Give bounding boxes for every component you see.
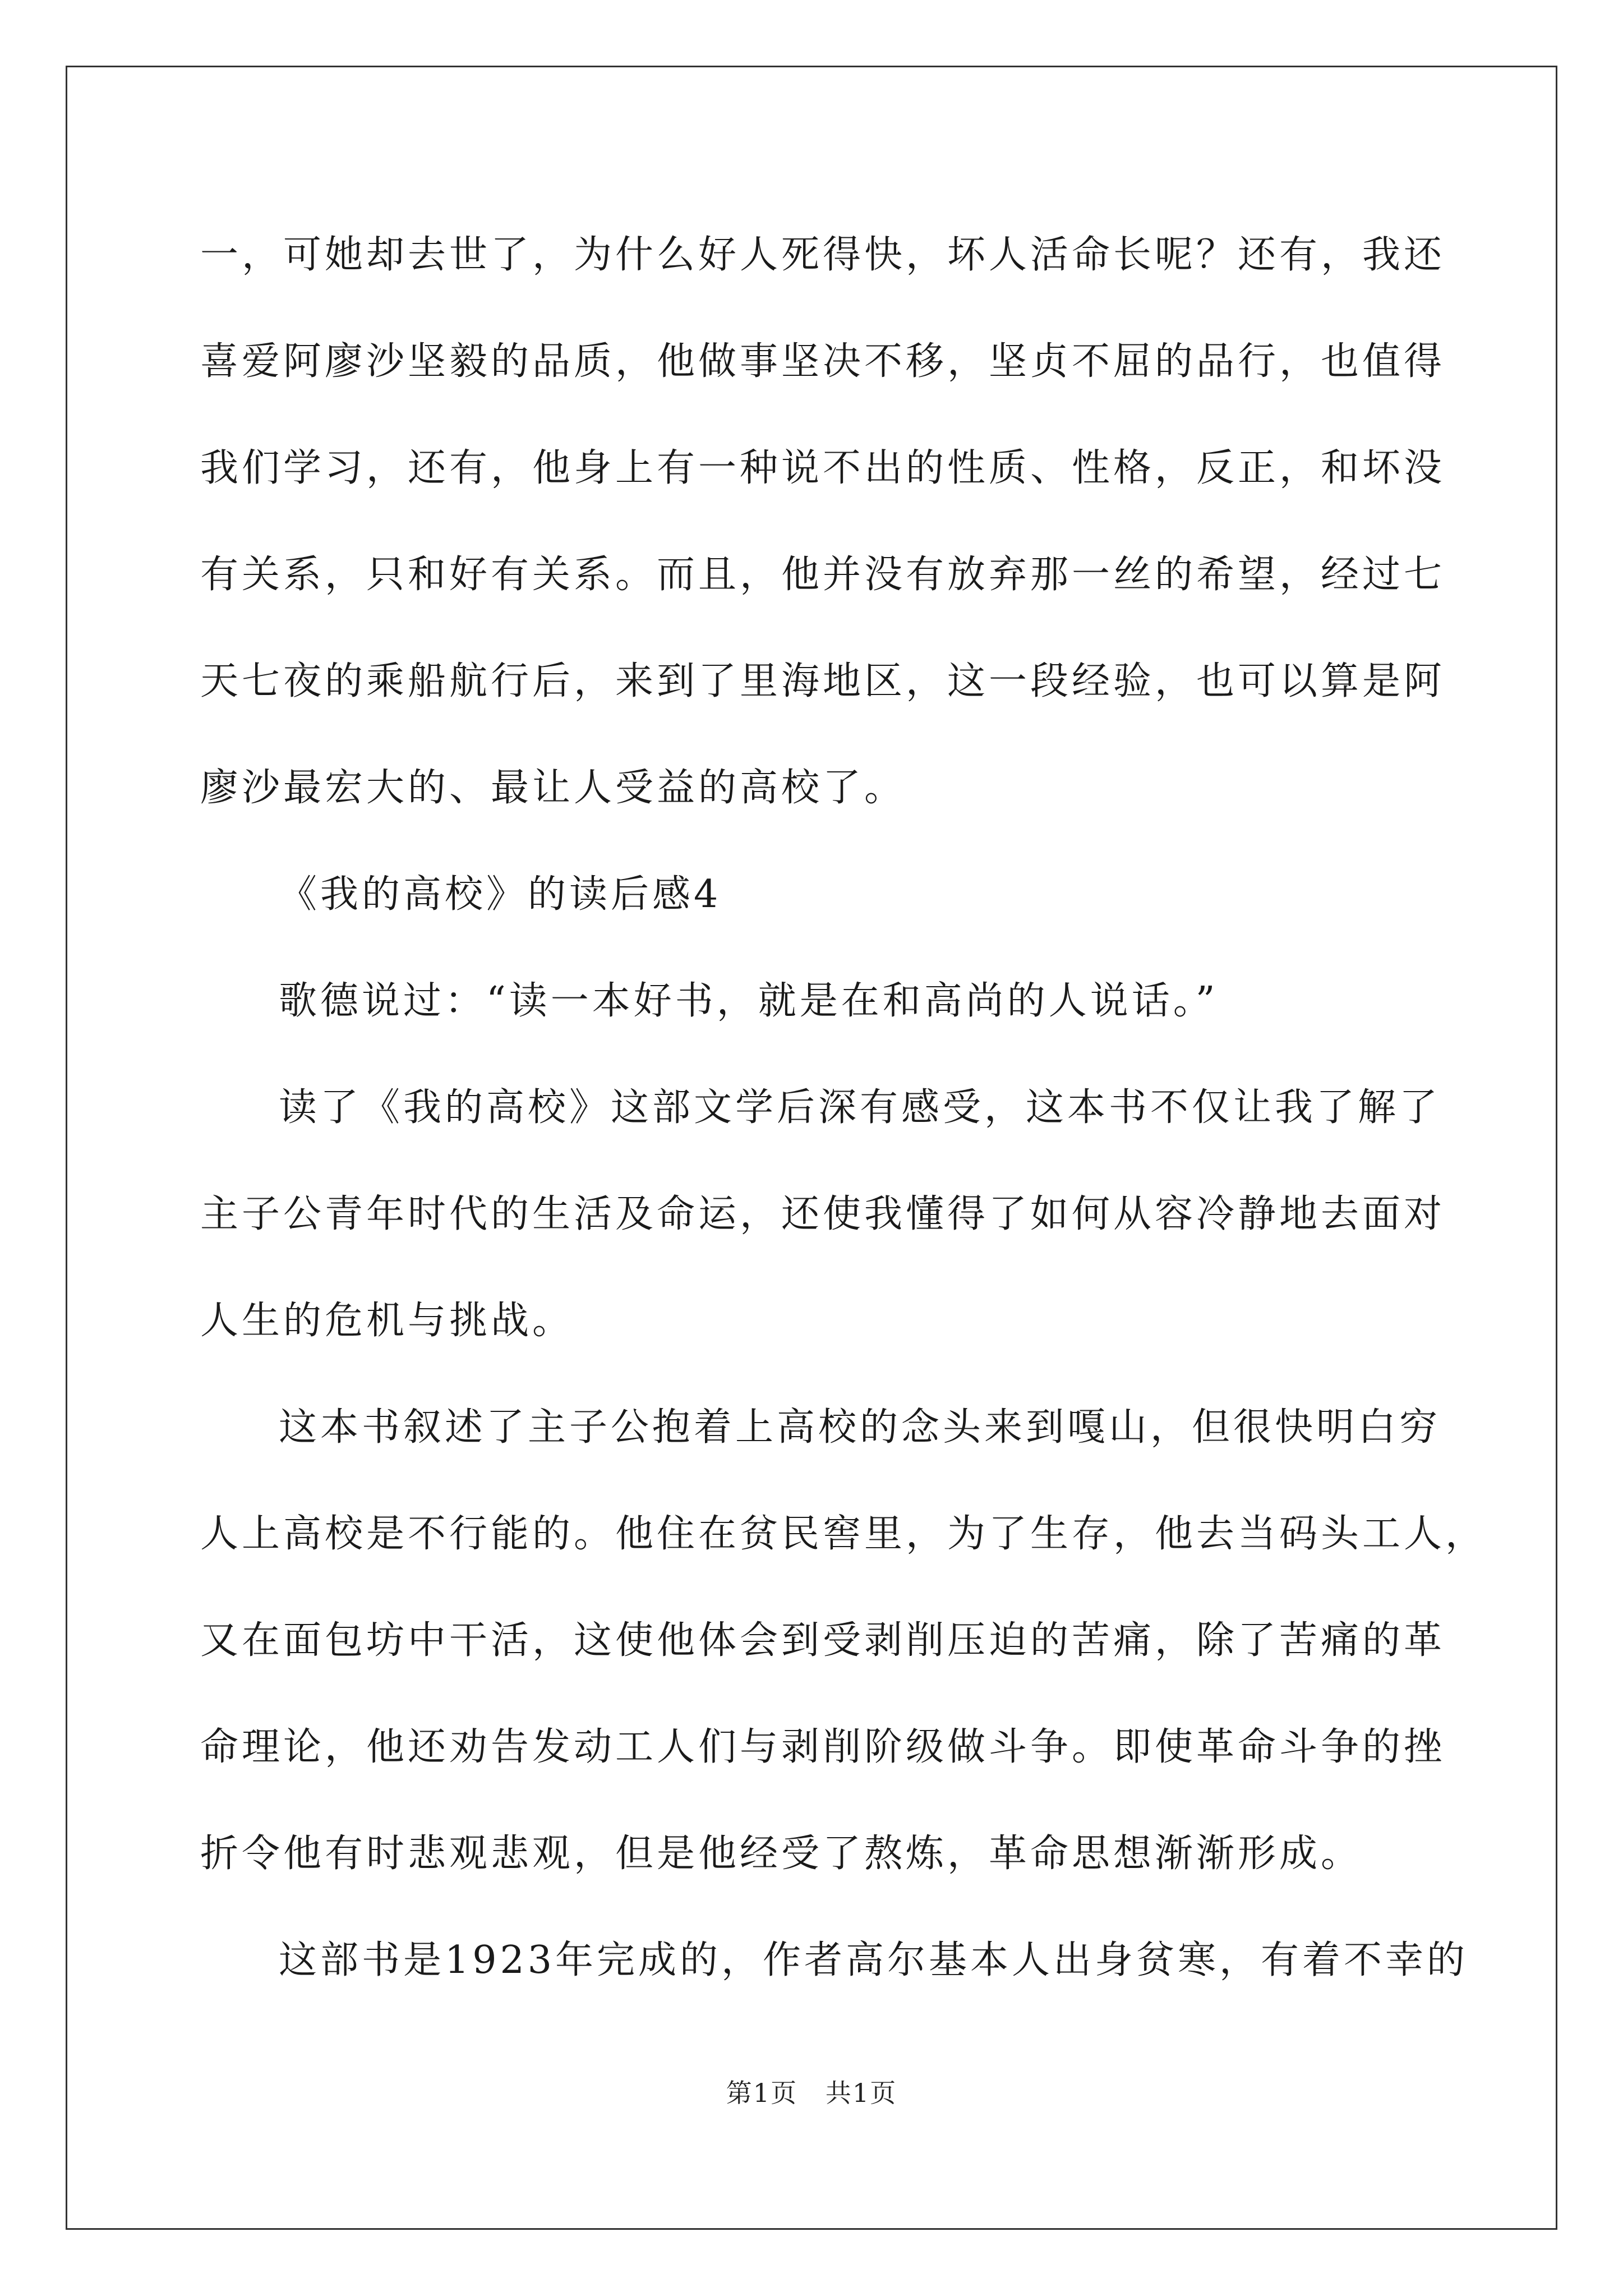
text-line-6: 廖沙最宏大的、最让人受益的高校了。 — [200, 766, 906, 810]
page-footer: 第1页 共1页 — [726, 2078, 897, 2108]
text-line-17: 这部书是1923年完成的，作者高尔基本人出身贫寒，有着不幸的 — [279, 1938, 1469, 1982]
text-line-11: 人生的危机与挑战。 — [200, 1299, 574, 1343]
text-line-13: 人上高校是不行能的。他住在贫民窖里，为了生存，他去当码头工人， — [200, 1512, 1487, 1556]
text-line-12: 这本书叙述了主子公抱着上高校的念头来到嘎山，但很快明白穷 — [279, 1405, 1441, 1450]
text-line-4: 有关系，只和好有关系。而且，他并没有放弃那一丝的希望，经过七 — [200, 553, 1446, 597]
text-line-2: 喜爱阿廖沙坚毅的品质，他做事坚决不移，坚贞不屈的品行，也值得 — [200, 339, 1446, 384]
text-line-15: 命理论，他还劝告发动工人们与剥削阶级做斗争。即使革命斗争的挫 — [200, 1725, 1446, 1769]
text-line-16: 折令他有时悲观悲观，但是他经受了熬炼，革命思想渐渐形成。 — [200, 1832, 1363, 1876]
text-line-10: 主子公青年时代的生活及命运，还使我懂得了如何从容冷静地去面对 — [200, 1192, 1446, 1236]
document-body — [200, 213, 1487, 2025]
text-line-14: 又在面包坊中干活，这使他体会到受剥削压迫的苦痛，除了苦痛的革 — [200, 1618, 1446, 1663]
text-line-1: 一，可她却去世了，为什么好人死得快，坏人活命长呢？还有，我还 — [200, 233, 1446, 277]
text-line-9: 读了《我的高校》这部文学后深有感受，这本书不仅让我了解了 — [279, 1085, 1441, 1130]
text-line-3: 我们学习，还有，他身上有一种说不出的性质、性格，反正，和坏没 — [200, 446, 1446, 490]
section-heading: 《我的高校》的读后感4 — [279, 872, 722, 917]
text-line-5: 天七夜的乘船航行后，来到了里海地区，这一段经验，也可以算是阿 — [200, 659, 1446, 703]
text-line-8: 歌德说过：“读一本好书，就是在和高尚的人说话。” — [279, 979, 1219, 1023]
